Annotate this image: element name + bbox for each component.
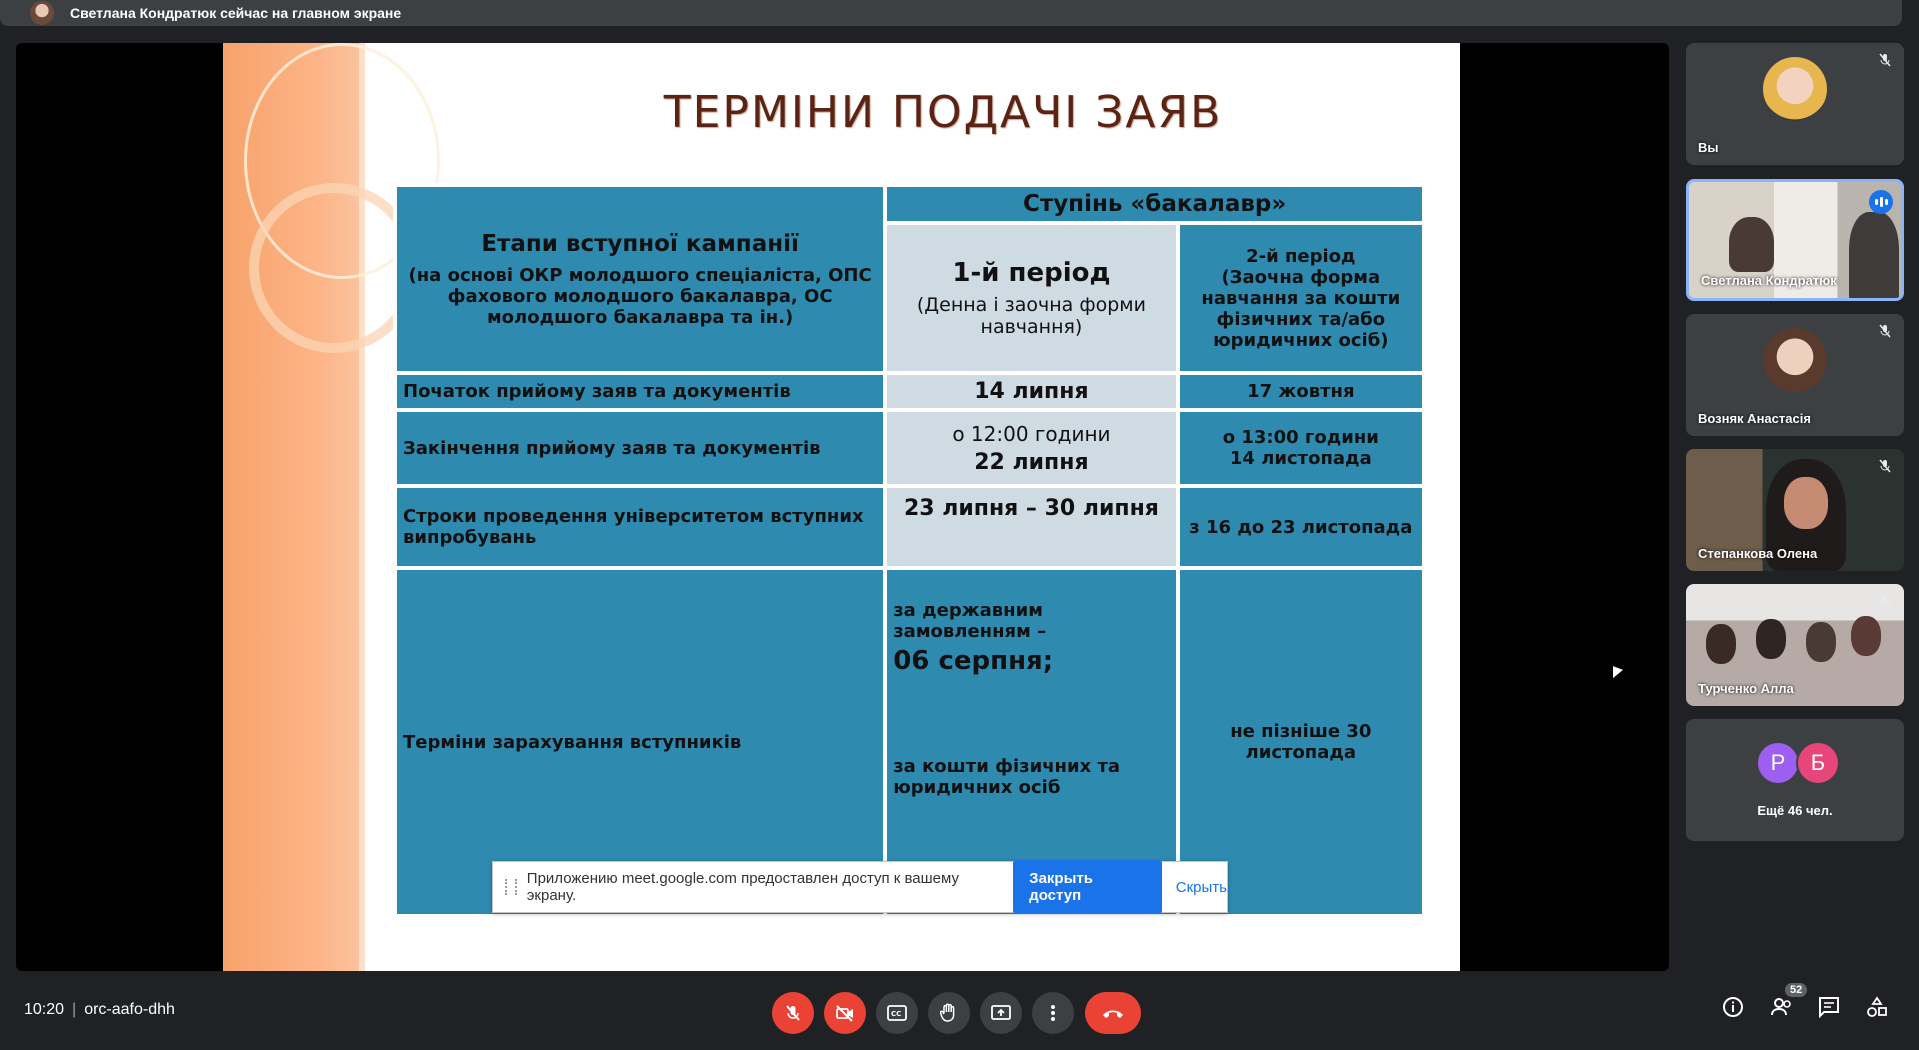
participant-video bbox=[1729, 217, 1774, 272]
present-screen-button[interactable] bbox=[980, 992, 1022, 1034]
period2-note: (Заочна форма навчання за кошти фізичних та/або юридичних осіб) bbox=[1201, 266, 1401, 351]
student-figure bbox=[1806, 622, 1836, 662]
avatar: Б bbox=[1796, 741, 1840, 785]
row-period2-time: о 13:00 години bbox=[1222, 427, 1379, 448]
row-period2-cell bbox=[1178, 410, 1424, 486]
period1-header bbox=[885, 223, 1177, 373]
row-period1-value: 14 липня bbox=[885, 373, 1177, 410]
meeting-info: 10:20 | orc-aafo-dhh bbox=[24, 1001, 175, 1018]
mic-toggle-button[interactable] bbox=[772, 992, 814, 1034]
share-notice-message: Приложению meet.google.com предоставлен доступ к вашему экрану. bbox=[526, 870, 960, 904]
camera-off-icon bbox=[835, 1004, 855, 1022]
camera-toggle-button[interactable] bbox=[824, 992, 866, 1034]
more-options-button[interactable] bbox=[1032, 992, 1074, 1034]
participant-name: Вы bbox=[1698, 140, 1719, 155]
captions-button[interactable] bbox=[876, 992, 918, 1034]
participant-name: Степанкова Олена bbox=[1698, 546, 1818, 561]
participant-tile[interactable] bbox=[1686, 314, 1904, 436]
mic-off-icon bbox=[1878, 53, 1892, 70]
participant-face bbox=[1784, 477, 1828, 529]
row-label: Терміни зарахування вступників bbox=[395, 568, 885, 916]
avatar bbox=[1763, 57, 1827, 121]
period1-note: (Денна і заочна форми навчання) bbox=[916, 294, 1146, 338]
row-period1-value: 23 липня – 30 липня bbox=[885, 486, 1177, 568]
participant-tile-speaker[interactable] bbox=[1686, 179, 1904, 301]
avatar bbox=[1763, 328, 1827, 392]
raise-hand-button[interactable] bbox=[928, 992, 970, 1034]
svg-text:CC: CC bbox=[891, 1010, 902, 1018]
row-period1-value: 22 липня bbox=[974, 449, 1089, 475]
participant-name: Возняк Анастасія bbox=[1698, 411, 1811, 426]
schedule-table bbox=[393, 183, 1426, 918]
presenter-avatar bbox=[30, 1, 54, 25]
mic-off-icon bbox=[784, 1004, 802, 1022]
meeting-time: 10:20 bbox=[24, 1001, 65, 1018]
enrollment-private-note: за кошти фізичних та юридичних осіб bbox=[893, 756, 1121, 798]
row-period1-cell bbox=[885, 410, 1177, 486]
student-figure bbox=[1756, 619, 1786, 659]
meeting-details-button[interactable] bbox=[1722, 996, 1744, 1024]
enrollment-state-order: за державним замовленням – bbox=[893, 600, 1047, 642]
meeting-code: orc-aafo-dhh bbox=[84, 1001, 175, 1018]
participant-name: Светлана Кондратюк bbox=[1701, 273, 1837, 288]
chat-icon bbox=[1818, 996, 1840, 1018]
student-figure bbox=[1706, 624, 1736, 664]
leave-call-button[interactable] bbox=[1085, 992, 1141, 1034]
mic-off-icon bbox=[1878, 324, 1892, 341]
period2-header bbox=[1178, 223, 1424, 373]
presentation-stage bbox=[16, 43, 1669, 971]
participant-tile[interactable] bbox=[1686, 584, 1904, 706]
meeting-controls-bar bbox=[0, 980, 1919, 1050]
row-period2-value: 17 жовтня bbox=[1178, 373, 1424, 410]
stages-header-cell bbox=[395, 185, 885, 373]
speaking-indicator-icon bbox=[1869, 190, 1893, 214]
end-call-icon bbox=[1101, 1007, 1125, 1019]
period1-title: 1-й період bbox=[952, 258, 1111, 288]
row-label: Строки проведення університетом вступних випробувань bbox=[395, 486, 885, 568]
shared-slide bbox=[223, 43, 1460, 971]
presenter-banner bbox=[0, 0, 1902, 26]
captions-icon bbox=[887, 1005, 907, 1021]
presenter-message: Светлана Кондратюк сейчас на главном экране bbox=[70, 5, 402, 21]
hand-icon bbox=[940, 1003, 958, 1023]
stop-sharing-button[interactable]: Закрыть доступ bbox=[1013, 860, 1162, 914]
degree-header: Ступінь «бакалавр» bbox=[885, 185, 1424, 223]
row-period2-value: 14 листопада bbox=[1229, 448, 1372, 469]
more-participants-tile[interactable] bbox=[1686, 719, 1904, 841]
period2-title: 2-й період bbox=[1246, 245, 1356, 267]
row-period2-value: з 16 до 23 листопада bbox=[1178, 486, 1424, 568]
student-figure bbox=[1851, 616, 1881, 656]
enrollment-state-date: 06 серпня; bbox=[893, 646, 1054, 676]
activities-button[interactable] bbox=[1866, 996, 1888, 1024]
activities-icon bbox=[1866, 996, 1888, 1018]
people-count-badge: 52 bbox=[1785, 983, 1807, 997]
more-participants-avatars bbox=[1756, 741, 1836, 785]
more-vert-icon bbox=[1050, 1004, 1056, 1022]
people-button[interactable] bbox=[1770, 996, 1794, 1024]
row-period2-value: не пізніше 30 листопада bbox=[1178, 568, 1424, 916]
chat-button[interactable] bbox=[1818, 996, 1840, 1024]
participant-tile[interactable] bbox=[1686, 449, 1904, 571]
row-label: Закінчення прийому заяв та документів bbox=[395, 410, 885, 486]
present-icon bbox=[991, 1004, 1011, 1022]
drag-handle-icon[interactable] bbox=[505, 879, 517, 895]
screen-share-notice bbox=[492, 861, 1228, 913]
participant-name: Турченко Алла bbox=[1698, 681, 1794, 696]
row-label: Початок прийому заяв та документів bbox=[395, 373, 885, 410]
info-icon bbox=[1722, 996, 1744, 1018]
mic-off-icon bbox=[1878, 459, 1892, 476]
row-period1-time: о 12:00 години bbox=[952, 421, 1111, 446]
mic-off-icon bbox=[1878, 594, 1892, 611]
participant-video-second bbox=[1849, 212, 1899, 301]
avatar: Р bbox=[1756, 741, 1800, 785]
stages-title: Етапи вступної кампанії bbox=[481, 230, 799, 257]
more-participants-label: Ещё 46 чел. bbox=[1757, 803, 1833, 818]
people-icon bbox=[1770, 996, 1794, 1018]
stages-note: (на основі ОКР молодшого спеціаліста, ОПС фахового молодшого бакалавра, ОС молодшого бакалавра та ін.) bbox=[408, 264, 872, 328]
participant-tile-self[interactable] bbox=[1686, 43, 1904, 165]
slide-title: ТЕРМІНИ ПОДАЧІ ЗАЯВ bbox=[663, 87, 1223, 138]
hide-notice-link[interactable]: Скрыть bbox=[1175, 878, 1227, 896]
